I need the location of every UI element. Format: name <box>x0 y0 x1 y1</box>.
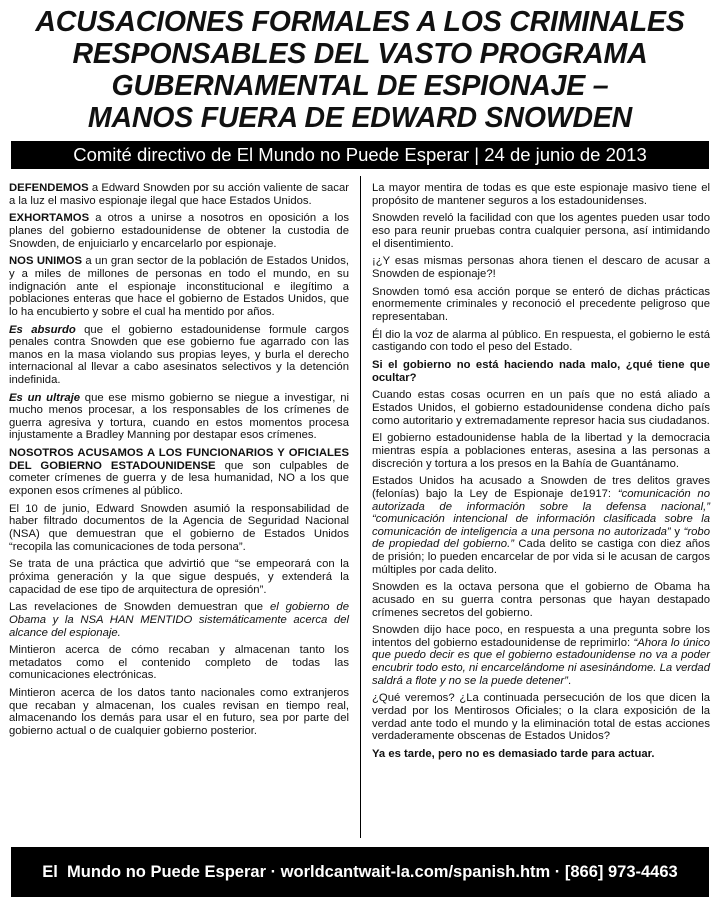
bold-lead: NOSOTROS ACUSAMOS A LOS FUNCIONARIOS Y OFICIALES DEL GOBIERNO ESTADOUNIDENSE <box>9 447 349 472</box>
paragraph: La mayor mentira de todas es que este espionaje masivo tiene el propósito de mantener seguros a los estadounidenses. <box>372 182 710 207</box>
paragraph-closing <box>372 748 710 761</box>
bold-lead: NOS UNIMOS <box>9 255 83 268</box>
paragraph: Snowden es la octava persona que el gobierno de Obama ha acusado en su guerra contra personas que hayan destapado crímenes secretos del gobierno. <box>372 581 710 619</box>
paragraph: ¿Qué veremos? ¿La continuada persecución de los que dicen la verdad por los Mentirosos Oficiales; o la clara exposición de la verdad ante todo el mundo y la eliminación total de estas acciones verdaderamente obscenas de Estados Unidos? <box>372 692 710 743</box>
right-column <box>372 182 710 766</box>
paragraph <box>9 447 349 497</box>
footer-bar <box>11 847 709 897</box>
paragraph-text: y <box>670 525 684 538</box>
paragraph <box>9 212 349 250</box>
paragraph: El gobierno estadounidense habla de la libertad y la democracia mientras espía a poblaciones enteras, asesina a las personas a discreción y tortura a los presos en la Bahía de Guantánamo. <box>372 432 710 470</box>
paragraph-bold-question <box>372 359 710 384</box>
paragraph: Él dio la voz de alarma al público. En respuesta, el gobierno le está castigando con todo el peso del Estado. <box>372 328 710 354</box>
paragraph-text: Se trata de una práctica que advirtió que “se empeorará con la próxima generación y la que sigue después, y extenderá la capacidad de ese tipo de arquitectura de opresión”. <box>9 558 349 596</box>
paragraph-text: Snowden dijo hace poco, en respuesta a una pregunta sobre los intentos del gobierno estadounidense de reprimirlo: <box>372 624 710 649</box>
paragraph-text: Cada delito se castiga con diez años de prisión; lo pueden encarcelar de por vida si le acusan de cargos múltiples por cada delito. <box>372 538 710 576</box>
paragraph <box>9 324 349 387</box>
column-divider <box>360 176 361 838</box>
italic-text: “comunicación intencional de información clasificada sobre la comunicación de inteligencia a una persona no autorizada” <box>372 513 710 538</box>
subheader-bar: Comité directivo de El Mundo no Puede Esperar | 24 de junio de 2013 <box>11 141 709 169</box>
paragraph: Snowden reveló la facilidad con que los agentes pueden usar todo eso para reunir pruebas contra cualquier persona, así intimidando el disentimiento. <box>372 212 710 250</box>
paragraph-text: Las revelaciones de Snowden demuestran que <box>9 601 270 614</box>
paragraph: ¡¿Y esas mismas personas ahora tienen el descaro de acusar a Snowden de espionaje?! <box>372 255 710 280</box>
italic-quote: “Ahora lo único que puedo decir es que el gobierno estadounidense no va a poder encubrir todo esto, ni encarcelándome ni asesinándome. La verdad saldrá a flote y no se la puede detener” <box>372 636 711 687</box>
paragraph <box>9 255 349 318</box>
headline-line-1: ACUSACIONES FORMALES A LOS CRIMINALES <box>35 6 685 38</box>
paragraph <box>372 624 710 687</box>
bold-closing: Ya es tarde, pero no es demasiado tarde para actuar. <box>372 748 655 760</box>
bold-lead: DEFENDEMOS <box>9 182 89 194</box>
paragraph <box>9 601 349 639</box>
footer-text: El Mundo no Puede Esperar · worldcantwait-la.com/spanish.htm · [866] 973-4463 <box>42 863 678 881</box>
italic-text: “robo de propiedad del gobierno.” <box>372 525 710 551</box>
bold-italic-lead: Es absurdo <box>9 323 76 336</box>
paragraph-text: a Edward Snowden por su acción valiente de sacar a la luz el masivo espionaje ilegal que hace Estados Unidos. <box>9 182 349 207</box>
paragraph-text: El 10 de junio, Edward Snowden asumió la responsabilidad de haber filtrado documentos de la Agencia de Seguridad Nacional (NSA) que demuestran que el gobierno de Estados Unidos “recopila las comunicaciones de toda persona”. <box>9 502 349 553</box>
headline-line-2: RESPONSABLES DEL VASTO PROGRAMA <box>72 38 648 70</box>
paragraph-text: que ese mismo gobierno se niegue a investigar, ni mucho menos procesar, a los responsables de los crímenes de guerra agresiva y tortura, cuando en estos momentos procesa injustamente a Bradley Manning por destapar esos crímenes. <box>9 391 349 442</box>
italic-text: el gobierno de Obama y la NSA HAN MENTIDO sistemáticamente acerca del alcance del espionaje. <box>9 601 349 639</box>
paragraph-text: que son culpables de cometer crímenes de guerra y de lesa humanidad, NO a los que exponen esos crímenes al público. <box>9 459 349 497</box>
headline <box>0 6 720 134</box>
paragraph-text: Mintieron acerca de los datos tanto nacionales como extranjeros que recaban y almacenan, los cuales revisan en tiempo real, almacenando los demás para usar el en futuro, sea por parte del gobierno actual o de cualquier gobierno posterior. <box>9 687 349 738</box>
paragraph: Snowden tomó esa acción porque se enteró de dichas prácticas enormemente criminales y reconoció el precedente peligroso que representaban. <box>372 285 710 323</box>
headline-line-3: GUBERNAMENTAL DE ESPIONAJE – <box>111 70 609 102</box>
bold-italic-lead: Es un ultraje <box>9 391 81 404</box>
paragraph-text: . <box>567 674 572 687</box>
left-column <box>9 182 349 743</box>
paragraph <box>9 392 349 442</box>
paragraph-text: Estados Unidos ha acusado a Snowden de tres delitos graves (felonías) bajo la Ley de Espionaje de1917: <box>372 475 710 500</box>
bold-lead: EXHORTAMOS <box>9 212 90 225</box>
paragraph <box>9 558 349 596</box>
paragraph-text: a un gran sector de la población de Estados Unidos, y a miles de millones de personas en todo el mundo, en su indignación ante el espionaje inconstitucional e ilegítimo a poblaciones enteras que hace el gobierno de Estados Unidos, que lo ha encubierto y sobre el cual ha mentido por años. <box>9 255 349 318</box>
paragraph <box>9 503 349 553</box>
paragraph <box>9 644 349 682</box>
headline-line-4: MANOS FUERA DE EDWARD SNOWDEN <box>87 102 633 134</box>
paragraph-text: que el gobierno estadounidense formule cargos penales contra Snowden que ese gobierno fue agarrado con las manos en la masa violando sus propias leyes, y burla el derecho internacional al llevar a cabo asesinatos selectivos y la detención indefinida. <box>9 323 349 386</box>
paragraph-text: Mintieron acerca de cómo recaban y almacenan tanto los metadatos como el contenido completo de todas las comunicaciones electrónicas. <box>9 644 349 682</box>
paragraph <box>9 182 349 207</box>
italic-text: “comunicación no autorizada de información sobre la defensa nacional,” <box>372 487 710 513</box>
paragraph: Cuando estas cosas ocurren en un país que no está aliado a Estados Unidos, el gobierno estadounidense condena dicho país como autoritario y extremadamente represor hacia sus ciudadanos. <box>372 389 710 427</box>
paragraph-text: a otros a unirse a nosotros en oposición a los planes del gobierno estadounidense de obtener la custodia de Snowden, de enjuiciarlo y encarcelarlo por espionaje. <box>9 212 349 250</box>
paragraph <box>9 687 349 737</box>
paragraph <box>372 475 710 576</box>
bold-question: Si el gobierno no está haciendo nada malo, ¿qué tiene que ocultar? <box>372 359 710 384</box>
